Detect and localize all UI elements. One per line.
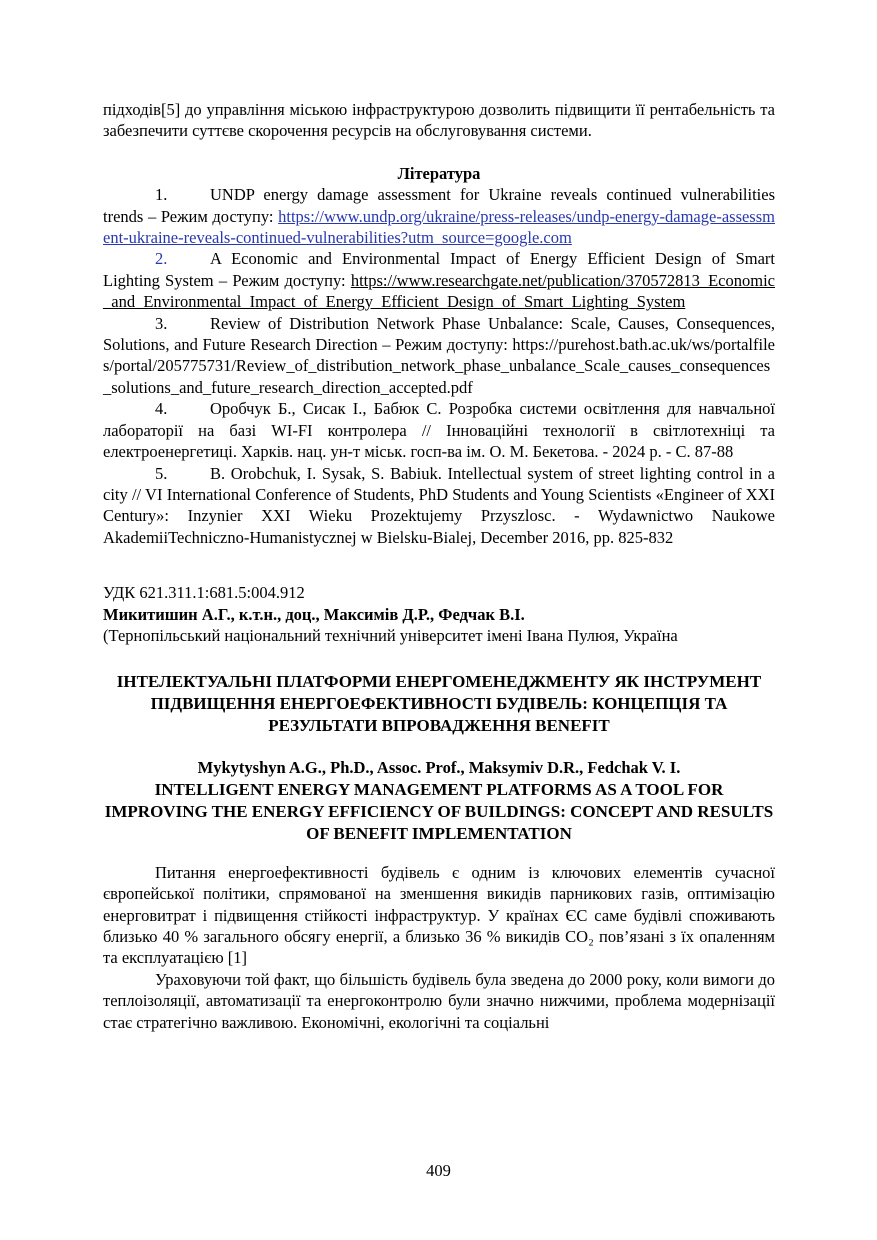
article-title-uk: ІНТЕЛЕКТУАЛЬНІ ПЛАТФОРМИ ЕНЕРГОМЕНЕДЖМЕНТУ ЯК ІНСТРУМЕНТ ПІДВИЩЕННЯ ЕНЕРГОЕФЕКТИВНОСТІ БУДІВЕЛЬ: КОНЦЕПЦІЯ ТА РЕЗУЛЬТАТИ ВПРОВАДЖЕННЯ BENEFIT: [116, 672, 762, 736]
reference-text: A Economic and Environmental Impact of Energy Efficient Design of Smart Lighting System – Режим доступу:: [103, 249, 775, 290]
reference-number: 5.: [155, 463, 168, 483]
reference-text: UNDP energy damage assessment for Ukraine reveals continued vulnerabilities trends – Режим доступу:: [103, 185, 775, 226]
body-paragraph-2: Ураховуючи той факт, що більшість будівель була зведена до 2000 року, коли вимоги до теплоізоляції, автоматизації та енергоконтролю були значно нижчими, проблема модернізації стає стратегічно важливою. Економічні, екологічні та соціальні: [103, 969, 775, 1032]
article-body: [103, 862, 775, 1033]
reference-text: Оробчук Б., Сисак І., Бабюк С. Розробка системи освітлення для навчальної лабораторії на базі WI-FI контролера // Інноваційні технології в світлотехніці та електроенергетиці. Харків. нац. ун-т міськ. госп-ва ім. О. М. Бекетова. - 2024 р. - С. 87-88: [103, 399, 775, 462]
reference-item-4: [103, 398, 775, 462]
reference-text: Review of Distribution Network Phase Unbalance: Scale, Causes, Consequences, Solutions, and Future Research Direction – Режим доступу:: [103, 313, 775, 355]
reference-number: 4.: [155, 399, 168, 419]
reference-text: B. Orobchuk, I. Sysak, S. Babiuk. Intellectual system of street lighting control in a city // VI International Conference of Students, PhD Students and Young Scientists «Engineer of XXI Century»: Inzynier XXI Wieku Prozektujemy Przyszlosc. - Wydawnictwo Naukowe AkademiiTechniczno-Humanistycznej w Bielsku-Bialej, December 2016, pp. 825-832: [103, 463, 775, 547]
reference-number: 1.: [155, 185, 168, 205]
reference-link[interactable]: https://www.undp.org/ukraine/press-releases/undp-energy-damage-assessment-ukraine-reveals-continued-vulnerabilities?utm_source=google.com: [103, 206, 775, 248]
article-title-en: INTELLIGENT ENERGY MANAGEMENT PLATFORMS AS A TOOL FOR IMPROVING THE ENERGY EFFICIENCY OF BUILDINGS: CONCEPT AND RESULTS OF BENEFIT IMPLEMENTATION: [104, 779, 774, 843]
literature-heading: Література: [397, 163, 481, 183]
udc-line: УДК 621.311.1:681.5:004.912: [103, 583, 305, 603]
authors-uk-line: Микитишин А.Г., к.т.н., доц., Максимів Д.Р., Федчак В.І.: [103, 604, 525, 624]
intro-paragraph: підходів[5] до управління міською інфраструктурою дозволить підвищити її рентабельність та забезпечити суттєве скорочення ресурсів на обслуговування системи.: [103, 100, 775, 141]
article-meta: [103, 582, 775, 646]
reference-item-2: [103, 248, 775, 312]
page-content: [103, 99, 775, 1033]
affiliation-line: (Тернопільський національний технічний університет імені Івана Пулюя, Україна: [103, 625, 678, 645]
reference-number: 2.: [155, 249, 168, 269]
reference-number: 3.: [155, 313, 168, 333]
authors-en-line: Mykytyshyn A.G., Ph.D., Assoc. Prof., Maksymiv D.R., Fedchak V. I.: [197, 758, 681, 778]
reference-item-1: [103, 184, 775, 248]
page-number: 409: [426, 1161, 451, 1180]
reference-item-3: [103, 313, 775, 399]
body-paragraph-1: Питання енергоефективності будівель є одним із ключових елементів сучасної європейської політики, спрямованої на зменшення викидів парникових газів, оптимізацію енерговитрат і підвищення стійкості інфраструктур. У країнах ЄС саме будівлі споживають близько 40 % загального обсягу енергії, а близько 36 % викидів СО₂ пов’язані з їх опаленням та експлуатацією [1]: [103, 862, 775, 968]
reference-link[interactable]: https://www.researchgate.net/publication/370572813_Economic_and_Environmental_Impact_of_Energy_Efficient_Design_of_Smart_Lighting_System: [103, 270, 775, 312]
reference-url-text: https://purehost.bath.ac.uk/ws/portalfiles/portal/205775731/Review_of_distribution_network_phase_unbalance_Scale_causes_consequences_solutions_and_future_research_direction_accepted.pdf: [103, 335, 775, 397]
reference-item-5: [103, 463, 775, 549]
